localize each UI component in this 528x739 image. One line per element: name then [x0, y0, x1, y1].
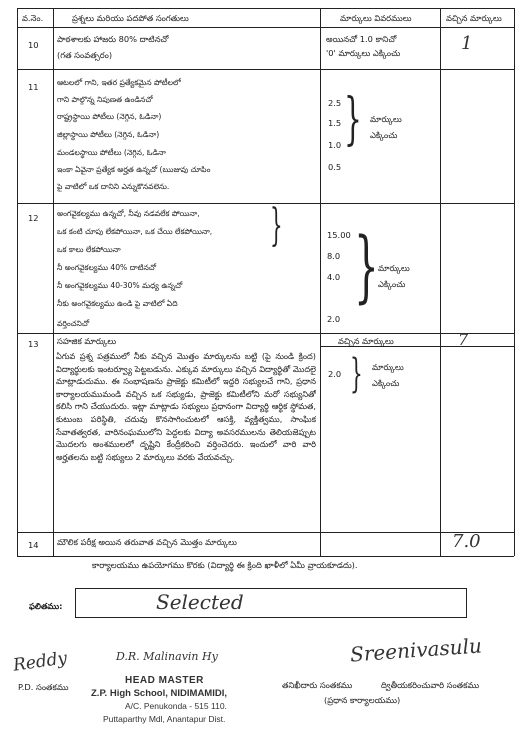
row13-brace: } [350, 351, 363, 397]
row12-line: అంగవైకల్యము ఉన్నచో, నీవు నడవలేక పోయినా, [57, 209, 200, 218]
column-divider [53, 8, 54, 556]
stamp-line: HEAD MASTER [125, 675, 204, 686]
row12-line: ఒక కాలు లేకపోయినా [57, 245, 121, 254]
row10-mark: 1 [461, 33, 473, 54]
row13-title: సహజిక మార్కులు [57, 336, 117, 346]
header-no: వ.నెం. [22, 13, 44, 23]
row11-brace: } [344, 87, 362, 152]
result-label: ఫలితము: [29, 601, 63, 611]
row12-brace-left: } [270, 200, 283, 251]
row14-total-mark: 7.0 [452, 531, 481, 552]
hm-signature: D.R. Malinavin Hy [116, 650, 218, 663]
table-bottom-border [17, 556, 514, 557]
office-use-note: కార్యాలయము ఉపయోగము కొరకు (విద్యార్థి ఈ క్రింది ఖాళీలో ఏమీ వ్రాయకూడదు). [92, 560, 358, 570]
row-number: 14 [28, 540, 39, 550]
stamp-line: A/C. Penukonda - 515 110. [125, 701, 227, 711]
row13-side: మార్కులు [372, 362, 404, 372]
row13-subheader: వచ్చిన మార్కులు [338, 336, 394, 346]
inspector-signature-label: తనిఖీదారు సంతకము [282, 680, 353, 690]
row12-value: 15.00 [327, 230, 351, 240]
row11-line: జిల్లాస్థాయి పోటీలు (నెగ్గిన, ఓడినా) [57, 130, 160, 139]
row12-line: నీకు అంగవైకల్యము ఉండి పై వాటిలో ఏది [57, 299, 178, 308]
row-number: 11 [28, 82, 39, 92]
row11-side: ఎక్కించు [370, 130, 398, 140]
row13-mark: 7 [458, 330, 469, 349]
row-number: 10 [28, 40, 39, 50]
row12-line: వర్తించనిచో [57, 319, 90, 328]
row12-side: మార్కులు [378, 263, 410, 273]
row10-detail: అయినచో 1.0 కానిచో [326, 34, 397, 44]
stamp-line: Puttaparthy Mdl, Anantapur Dist. [103, 714, 226, 724]
row11-value: 1.5 [328, 118, 342, 128]
row11-line: ఆటలలో గాని, ఇతర ప్రత్యేకమైన పోటీలలో [57, 78, 181, 87]
column-divider [320, 8, 321, 556]
row11-line: పై వాటిలో ఒక దానిని ఎన్నుకొనవలెను. [57, 182, 170, 191]
row12-value: 4.0 [327, 272, 341, 282]
row-number: 12 [28, 213, 39, 223]
row14-line: మౌలిక పరీక్ష అయిన తరువాత వచ్చిన మొత్తం మార్కులు [57, 537, 237, 547]
inspector-signature: Sreenivasulu [349, 633, 483, 667]
row12-line: ఒక కంటి చూపు లేకపోయినా, ఒక చేయి లేకపోయినా, [57, 227, 213, 236]
row11-line: ఇంకా ఏవైనా ప్రత్యేక అర్హత ఉన్నచో (ఋజువు చూపిం [57, 165, 211, 174]
row-number: 13 [28, 339, 39, 349]
header-details: మార్కులు వివరములు [340, 13, 412, 23]
column-divider [440, 8, 441, 556]
result-value: Selected [156, 590, 244, 614]
row12-brace: } [354, 222, 379, 312]
row10-line: (గత సంవత్సరం) [57, 50, 113, 60]
second-signature-sub: (ప్రధాన కార్యాలయము) [324, 695, 401, 705]
row13-paragraph: ఏగువ ప్రశ్న పత్రములో నీకు వచ్చిన మొత్తం మార్కులను బట్టి (పై నుండి క్రింద) విద్యార్థులకు ఇంటర్వ్యూ పెట్టబడును. ఎక్కువ మార్కులు వచ్చిన విద్యార్థితో మొదలై మాట్లాడుదుము. ఈ సంభాషణను ప్రాజెక్టు కమిటీలో ఇద్దరి సభ్యులచే గాని, ప్రధాన కార్యాలయముమండి వచ్చిన ఒక సభ్యుడు, ప్రాజెక్టు కమిటీలోని మరో సభ్యునితో కలిసి గాని చేయుదురు. ఇట్లా మాట్లాడు సభ్యులు ప్రధానంగా విద్యార్థి ఆర్థిక స్థోమత, కుటుంబ పరిస్థితి, చదువు కొనసాగించుటలో ఆసక్తి, వ్యక్తిత్వము, సాంఘిక సేవాతత్వరత, వారినంఘములోని పెద్దలకు విద్యా అవసరములను తెలియజెప్పుట మొదలగు అంశములలో దృష్టిని కేంద్రీకరించి వర్తించెదరు. ఇందులో వారి వారి అర్హతలను బట్టి సభ్యులు 2 మార్కులు వరకు వేయవచ్చు. [56, 351, 316, 462]
header-marks: వచ్చిన మార్కులు [446, 13, 502, 23]
pd-signature: Reddy [11, 648, 69, 676]
row12-line: నీ అంగవైకల్యము 40-30% మధ్య ఉన్నచో [57, 281, 183, 290]
result-box [75, 588, 467, 618]
row12-value: 8.0 [327, 251, 341, 261]
stamp-line: Z.P. High School, NIDIMAMIDI, [91, 688, 227, 699]
row12-line: నీ అంగవైకల్యము 40% దాటినచో [57, 263, 157, 272]
row11-value: 2.5 [328, 98, 342, 108]
pd-signature-label: P.D. సంతకము [18, 682, 69, 692]
second-signature-label: ద్వితీయకరించువారి సంతకము [381, 680, 480, 690]
row11-line: గాని పాల్గొన్న నిపుణత ఉండినచో [57, 95, 153, 104]
table-left-border [17, 8, 18, 556]
row13-side: ఎక్కించు [372, 378, 400, 388]
header-item: ప్రశ్నలు మరియు పదపోత సంగతులు [72, 13, 189, 23]
table-right-border [514, 8, 515, 556]
row11-value: 0.5 [328, 162, 342, 172]
row12-side: ఎక్కించు [378, 279, 406, 289]
row11-side: మార్కులు [370, 114, 402, 124]
row12-value: 2.0 [327, 314, 341, 324]
row11-value: 1.0 [328, 140, 342, 150]
row10-detail: '0' మార్కులు ఎక్కించు [326, 48, 401, 58]
row10-line: పాఠశాలకు హాజరు 80% దాటినచో [57, 34, 169, 44]
row13-value: 2.0 [328, 369, 342, 379]
row11-line: మండలస్థాయి పోటీలు (నెగ్గిన, ఓడినా [57, 148, 166, 157]
row11-line: రాష్ట్రస్థాయి పోటీలు (నెగ్గిన, ఓడినా) [57, 112, 162, 121]
